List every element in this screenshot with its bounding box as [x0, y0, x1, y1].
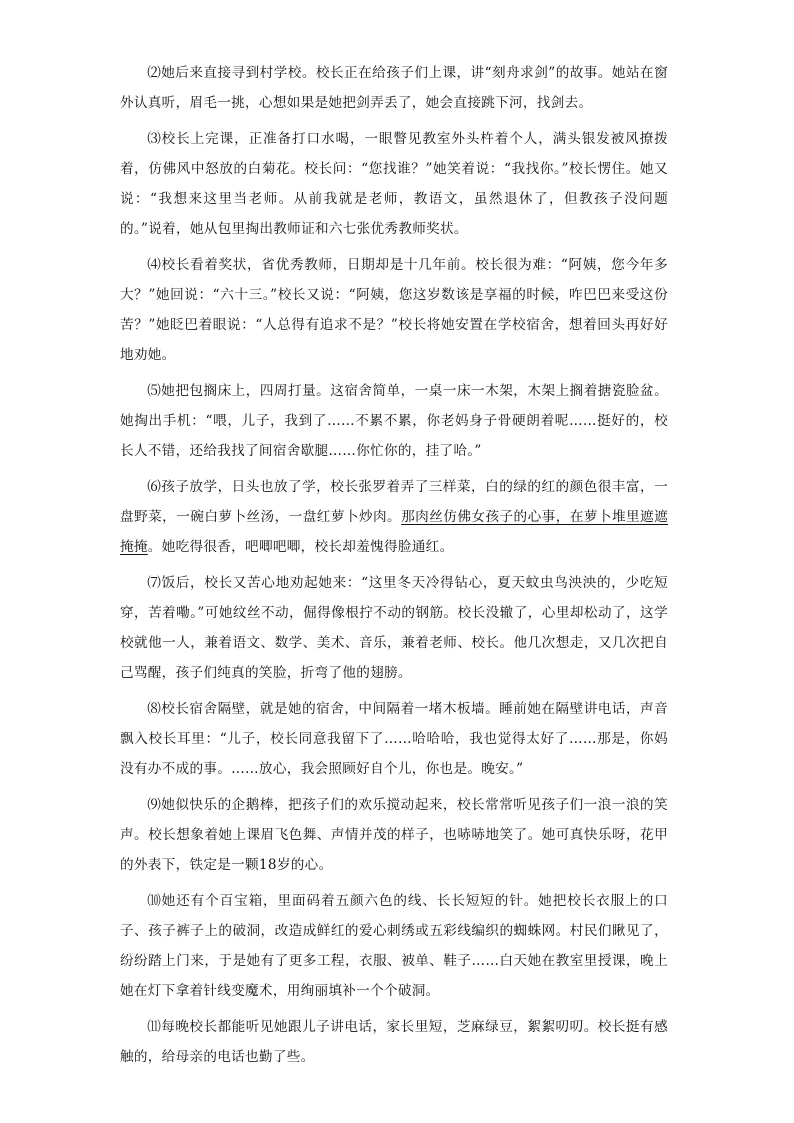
paragraph-3: ⑶校长上完课，正准备打口水喝，一眼瞥见教室外头杵着个人，满头银发被风撩拨着，仿佛风中怒放的白菊花。校长问：“您找谁？”她笑着说：“我找你。”校长愣住。她又说：“我想来这里当老师。从前我就是老师，教语文，虽然退休了，但教孩子没问题的。”说着，她从包里掏出教师证和六七张优秀教师奖状。: [120, 131, 668, 237]
paragraph-7: ⑺饭后，校长又苦心地劝起她来：“这里冬天冷得钻心，夏天蚊虫鸟泱泱的，少吃短穿，苦着嘞。”可她纹丝不动，倔得像根拧不动的钢筋。校长没辙了，心里却松动了，这学校就他一人，兼着语文、数学、美术、音乐，兼着老师、校长。他几次想走，又几次把自己骂醒，孩子们纯真的笑脸，折弯了他的翅膀。: [120, 575, 668, 681]
paragraph-11: ⑾每晚校长都能听见她跟儿子讲电话，家长里短，芝麻绿豆，絮絮叨叨。校长挺有感触的，给母亲的电话也勤了些。: [120, 1019, 668, 1065]
paragraph-9: ⑼她似快乐的企鹅棒，把孩子们的欢乐搅动起来，校长常常听见孩子们一浪一浪的笑声。校长想象着她上课眉飞色舞、声情并茂的样子，也哧哧地笑了。她可真快乐呀，花甲的外表下，铁定是一颗18岁的心。: [120, 797, 668, 873]
paragraph-8: ⑻校长宿舍隔壁，就是她的宿舍，中间隔着一堵木板墙。睡前她在隔壁讲电话，声音飘入校长耳里：“儿子，校长同意我留下了……哈哈哈，我也觉得太好了……那是，你妈没有办不成的事。……放心，我会照顾好自个儿，你也是。晚安。”: [120, 701, 668, 777]
paragraph-5: ⑸她把包搁床上，四周打量。这宿舍简单，一桌一床一木架，木架上搁着搪瓷脸盆。她掏出手机：“喂，儿子，我到了……不累不累，你老妈身子骨硬朗着呢……挺好的，校长人不错，还给我找了间宿舍歇腿……你忙你的，挂了哈。”: [120, 383, 668, 459]
article-body: [120, 58, 668, 1072]
paragraph-6-text-before: ⑹孩子放学，日头也放了学，校长张罗着弄了三样菜，白的绿的红的颜色很丰富，一盘野菜，一碗白萝卜丝汤，一盘红萝卜炒肉。: [120, 479, 668, 525]
paragraph-10: ⑽她还有个百宝箱，里面码着五颜六色的线、长长短短的针。她把校长衣服上的口子、孩子裤子上的破洞，改造成鲜红的爱心刺绣或五彩线编织的蜘蛛网。村民们瞅见了，纷纷踏上门来，于是她有了更多工程，衣服、被单、鞋子……白天她在教室里授课，晚上她在灯下拿着针线变魔术，用绚丽填补一个个破洞。: [120, 893, 668, 999]
paragraph-6: [120, 472, 668, 562]
paragraph-6-text-after: 。她吃得很香，吧唧吧唧，校长却羞愧得脸通红。: [147, 539, 454, 555]
paragraph-2: ⑵她后来直接寻到村学校。校长正在给孩子们上课，讲“刻舟求剑”的故事。她站在窗外认真听，眉毛一挑，心想如果是她把剑弄丢了，她会直接跳下河，找剑去。: [120, 65, 668, 111]
paragraph-4: ⑷校长看着奖状，省优秀教师，日期却是十几年前。校长很为难：“阿姨，您今年多大？”她回说：“六十三。”校长又说：“阿姨，您这岁数该是享福的时候，咋巴巴来受这份苦？”她眨巴着眼说：“人总得有追求不是？”校长将她安置在学校宿舍，想着回头再好好地劝她。: [120, 257, 668, 363]
underlined-sentence: 那肉丝仿佛女孩子的心事，在萝卜堆里遮遮掩掩: [120, 509, 668, 555]
